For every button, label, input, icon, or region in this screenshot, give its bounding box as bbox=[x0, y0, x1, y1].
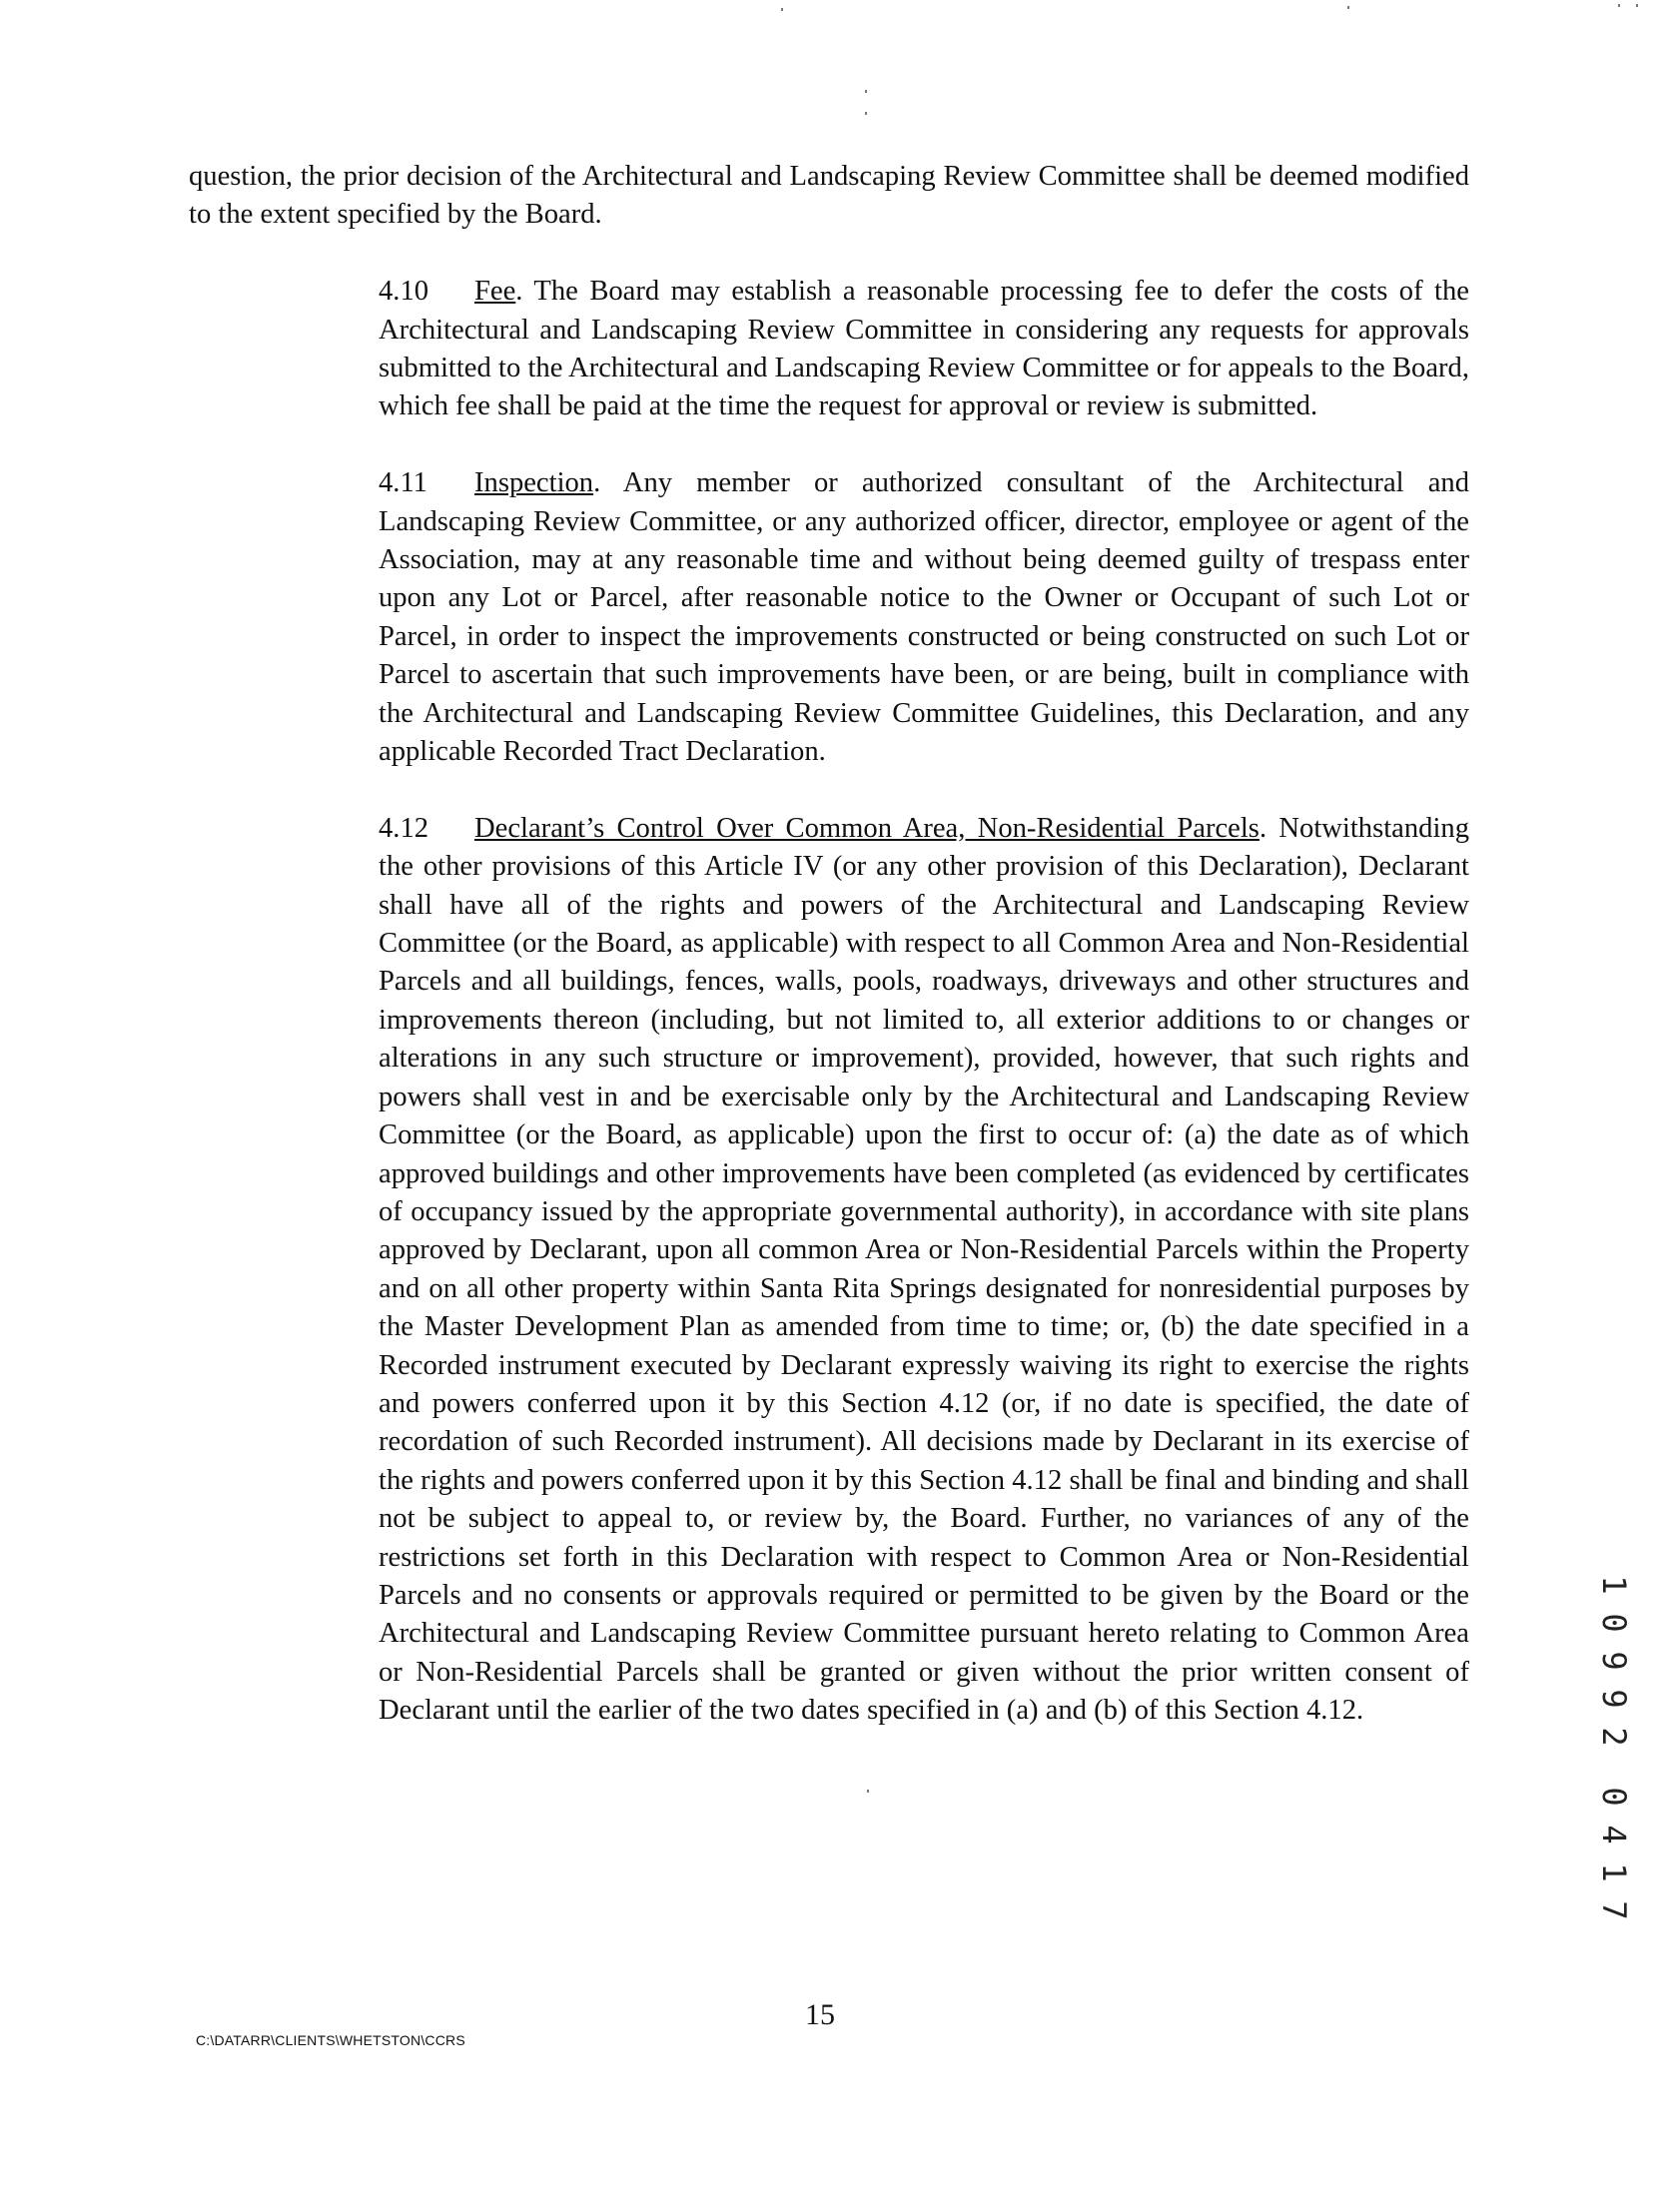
footer-file-path: C:\DATARR\CLIENTS\WHETSTON\CCRS bbox=[196, 2032, 465, 2048]
stamp-digit: 7 bbox=[1595, 1900, 1633, 1920]
scan-speck bbox=[1636, 4, 1638, 7]
scan-speck bbox=[865, 90, 867, 93]
section-heading: Declarant’s Control Over Common Area, Non-Residential Parcels bbox=[474, 812, 1259, 844]
stamp-gap bbox=[1594, 1756, 1634, 1778]
scan-speck bbox=[1347, 6, 1349, 9]
section-body: The Board may establish a reasonable processing fee to defer the costs of the Architectural and Landscaping Review Committee in considering any requests for approvals submitted to the Architectural and Landscaping Review Committee or for appeals to the Board, which fee shall be paid at the time the request for approval or review is submitted. bbox=[379, 276, 1469, 422]
scan-speck bbox=[865, 112, 867, 115]
section-4-10 bbox=[189, 273, 1469, 426]
stamp-digit: 9 bbox=[1595, 1689, 1633, 1709]
page-number: 15 bbox=[805, 1998, 835, 2031]
stamp-digit: 0 bbox=[1595, 1613, 1633, 1633]
stamp-digit: 0 bbox=[1595, 1787, 1633, 1807]
scan-speck bbox=[781, 8, 783, 11]
section-4-12 bbox=[189, 810, 1469, 1731]
section-body: Notwithstanding the other provisions of this Article IV (or any other provision of this Declaration), Declarant shall have all of the rights and powers of the Architectural and Landscaping Review Committee (or the Board, as applicable) with respect to all Common Area and Non-Residential Parcels and all buildings, fences, walls, pools, roadways, driveways and other structures and improvements thereon (including, but not limited to, all exterior additions to or changes or alterations in any such structure or improvement), provided, however, that such rights and powers shall vest in and be exercisable only by the Architectural and Landscaping Review Committee (or the Board, as applicable) upon the first to occur of: (a) the date as of which approved buildings and other improvements have been completed (as evidenced by certificates of occupancy issued by the appropriate governmental authority), in accordance with site plans approved by Declarant, upon all common Area or Non-Residential Parcels within the Property and on all other property within Santa Rita Springs designated for nonresidential purposes by the Master Development Plan as amended from time to time; or, (b) the date specified in a Recorded instrument executed by Declarant expressly waiving its right to exercise the rights and powers conferred upon it by this Section 4.12 (or, if no date is specified, the date of recordation of such Recorded instrument). All decisions made by Declarant in its exercise of the rights and powers conferred upon it by this Section 4.12 shall be final and binding and shall not be subject to appeal to, or review by, the Board. Further, no variances of any of the restrictions set forth in this Declaration with respect to Common Area or Non-Residential Parcels and no consents or approvals required or permitted to be given by the Board or the Architectural and Landscaping Review Committee pursuant hereto relating to Common Area or Non-Residential Parcels shall be granted or given without the prior written consent of Declarant until the earlier of the two dates specified in (a) and (b) of this Section 4.12. bbox=[379, 812, 1469, 1727]
section-heading: Fee bbox=[474, 276, 516, 308]
heading-punct: . bbox=[515, 276, 523, 308]
document-body bbox=[189, 158, 1469, 1731]
scan-speck bbox=[1618, 4, 1620, 7]
section-number: 4.10 bbox=[379, 276, 429, 308]
section-body: Any member or authorized consultant of the Architectural and Landscaping Review Committee, or any authorized officer, director, employee or agent of the Association, may at any reasonable time and without being deemed guilty of trespass enter upon any Lot or Parcel, after reasonable notice to the Owner or Occupant of such Lot or Parcel, in order to inspect the improvements constructed or being constructed on such Lot or Parcel to ascertain that such improvements have been, or are being, built in compliance with the Architectural and Landscaping Review Committee Guidelines, this Declaration, and any applicable Recorded Tract Declaration. bbox=[379, 467, 1469, 768]
stamp-digit: 1 bbox=[1595, 1575, 1633, 1595]
section-4-11 bbox=[189, 464, 1469, 771]
recording-number-stamp bbox=[1594, 1566, 1634, 1929]
scan-speck bbox=[867, 1790, 869, 1793]
stamp-digit: 9 bbox=[1595, 1651, 1633, 1671]
stamp-digit: 2 bbox=[1595, 1727, 1633, 1747]
stamp-digit: 4 bbox=[1595, 1825, 1633, 1844]
section-number: 4.11 bbox=[379, 467, 427, 499]
section-number: 4.12 bbox=[379, 812, 429, 844]
intro-paragraph: question, the prior decision of the Architectural and Landscaping Review Committee shall be deemed modified to the extent specified by the Board. bbox=[189, 161, 1469, 231]
heading-punct: . bbox=[593, 467, 601, 499]
heading-punct: . bbox=[1258, 812, 1267, 844]
stamp-digit: 1 bbox=[1595, 1862, 1633, 1882]
section-heading: Inspection bbox=[474, 467, 594, 499]
